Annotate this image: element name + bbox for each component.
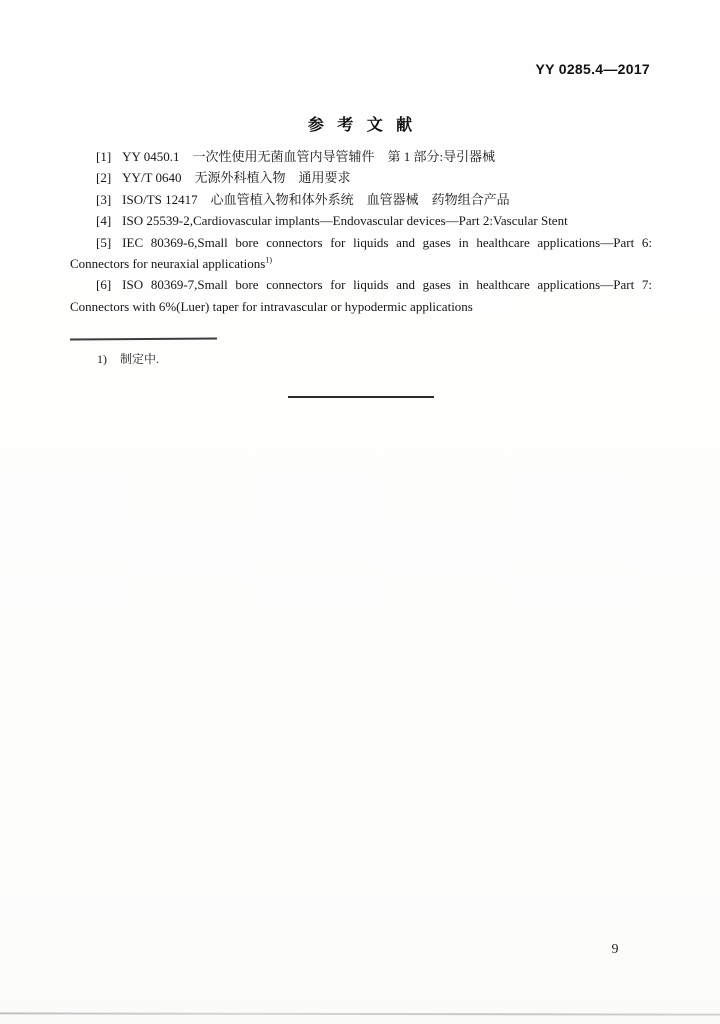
end-of-document-rule: [288, 396, 434, 398]
reference-item: [70, 189, 652, 210]
reference-item: [70, 274, 652, 317]
footnote-marker: 1): [97, 352, 107, 366]
footnote-divider-rule: [70, 337, 217, 340]
standard-code-header: YY 0285.4—2017: [535, 61, 650, 77]
reference-text: YY/T 0640 无源外科植入物 通用要求: [122, 170, 351, 186]
reference-number: [6]: [96, 277, 112, 293]
reference-number: [4]: [96, 213, 112, 229]
reference-item: [70, 167, 652, 188]
reference-text: IEC 80369-6,Small bore connectors for liquids and gases in healthcare applications—Part 6: Connectors for neuraxial applications: [70, 234, 652, 272]
references-list: [70, 146, 652, 317]
footnote-text: 制定中.: [120, 352, 160, 366]
footnote-reference-superscript: 1): [265, 255, 272, 265]
scan-edge-artifact: [0, 1012, 720, 1015]
reference-text: YY 0450.1 一次性使用无菌血管内导管辅件 第 1 部分:导引器械: [122, 149, 496, 164]
page-number: 9: [611, 942, 619, 957]
reference-number: [5]: [96, 234, 112, 250]
footnote: [97, 350, 159, 367]
reference-text: ISO/TS 12417 心血管植入物和体外系统 血管器械 药物组合产品: [122, 191, 510, 207]
reference-item: [70, 146, 652, 167]
reference-item: [70, 232, 652, 275]
reference-number: [2]: [96, 170, 112, 186]
reference-item: [70, 210, 652, 231]
reference-text: ISO 25539-2,Cardiovascular implants—Endovascular devices—Part 2:Vascular Stent: [122, 213, 568, 229]
reference-number: [1]: [96, 149, 112, 164]
references-title: 参 考 文 献: [307, 117, 413, 134]
reference-number: [3]: [96, 191, 112, 207]
reference-text: ISO 80369-7,Small bore connectors for liquids and gases in healthcare applications—Part 7: Connectors with 6%(Luer) taper for intravascular or hypodermic applications: [70, 277, 652, 314]
